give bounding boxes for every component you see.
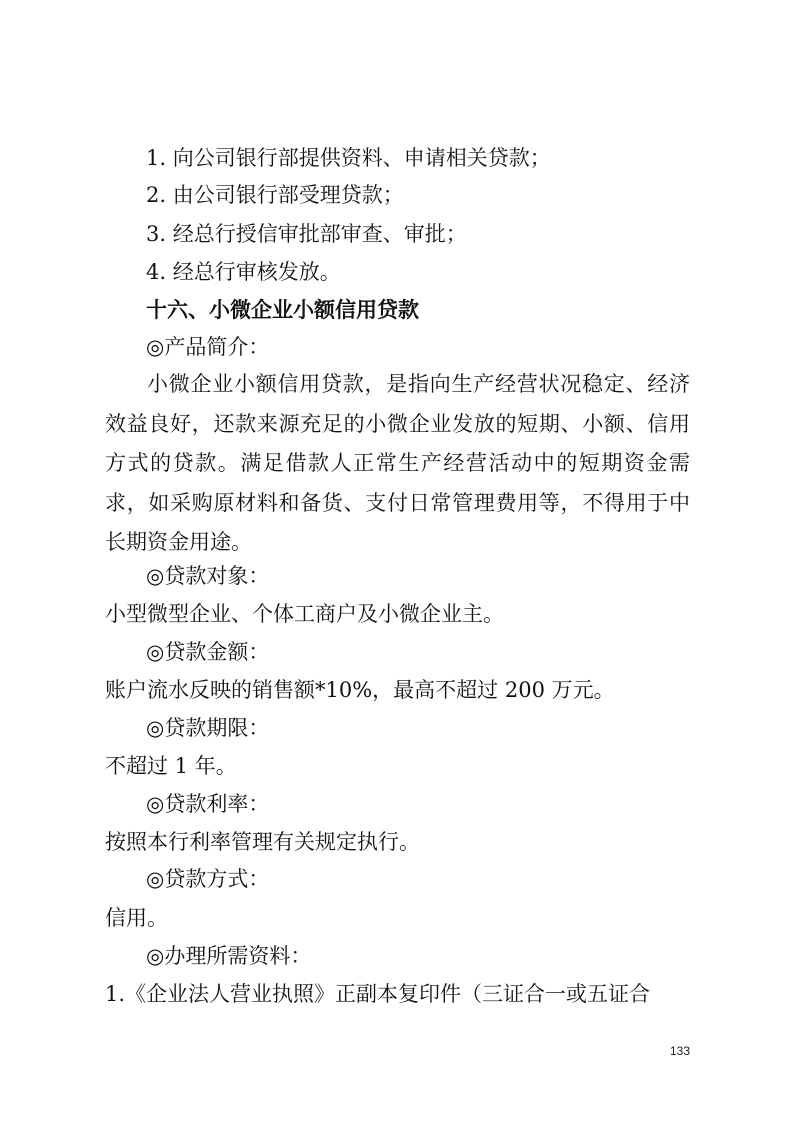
loan-rate-label: ◎贷款利率： xyxy=(146,792,270,816)
step-1: 1. 向公司银行部提供资料、申请相关贷款； xyxy=(146,146,551,170)
loan-amount-text: 账户流水反映的销售额*10%，最高不超过 200 万元。 xyxy=(105,678,615,702)
step-2: 2. 由公司银行部受理贷款； xyxy=(146,183,404,207)
section-heading: 十六、小微企业小额信用贷款 xyxy=(146,298,419,322)
loan-method-text: 信用。 xyxy=(105,906,168,930)
loan-term-text: 不超过 1 年。 xyxy=(105,754,237,778)
loan-rate-text: 按照本行利率管理有关规定执行。 xyxy=(105,830,420,854)
loan-target-text: 小型微型企业、个体工商户及小微企业主。 xyxy=(105,602,504,626)
loan-method-label: ◎贷款方式： xyxy=(146,867,270,891)
required-docs-label: ◎办理所需资料： xyxy=(146,944,312,968)
loan-term-label: ◎贷款期限： xyxy=(146,716,270,740)
loan-amount-label: ◎贷款金额： xyxy=(146,640,270,664)
step-4: 4. 经总行审核发放。 xyxy=(146,260,341,284)
product-intro-label: ◎产品简介： xyxy=(146,335,270,359)
step-3: 3. 经总行授信审批部审查、审批； xyxy=(146,222,467,246)
product-intro-text: 小微企业小额信用贷款，是指向生产经营状况稳定、经济效益良好，还款来源充足的小微企业发放的短期、小额、信用方式的贷款。满足借款人正常生产经营活动中的短期资金需求，如采购原材料和备货、支付日常管理费用等，不得用于中长期资金用途。 xyxy=(105,372,690,555)
required-docs-item-1: 1.《企业法人营业执照》正副本复印件（三证合一或五证合 xyxy=(105,982,651,1006)
loan-target-label: ◎贷款对象： xyxy=(146,564,270,588)
page-number: 133 xyxy=(670,1044,691,1058)
